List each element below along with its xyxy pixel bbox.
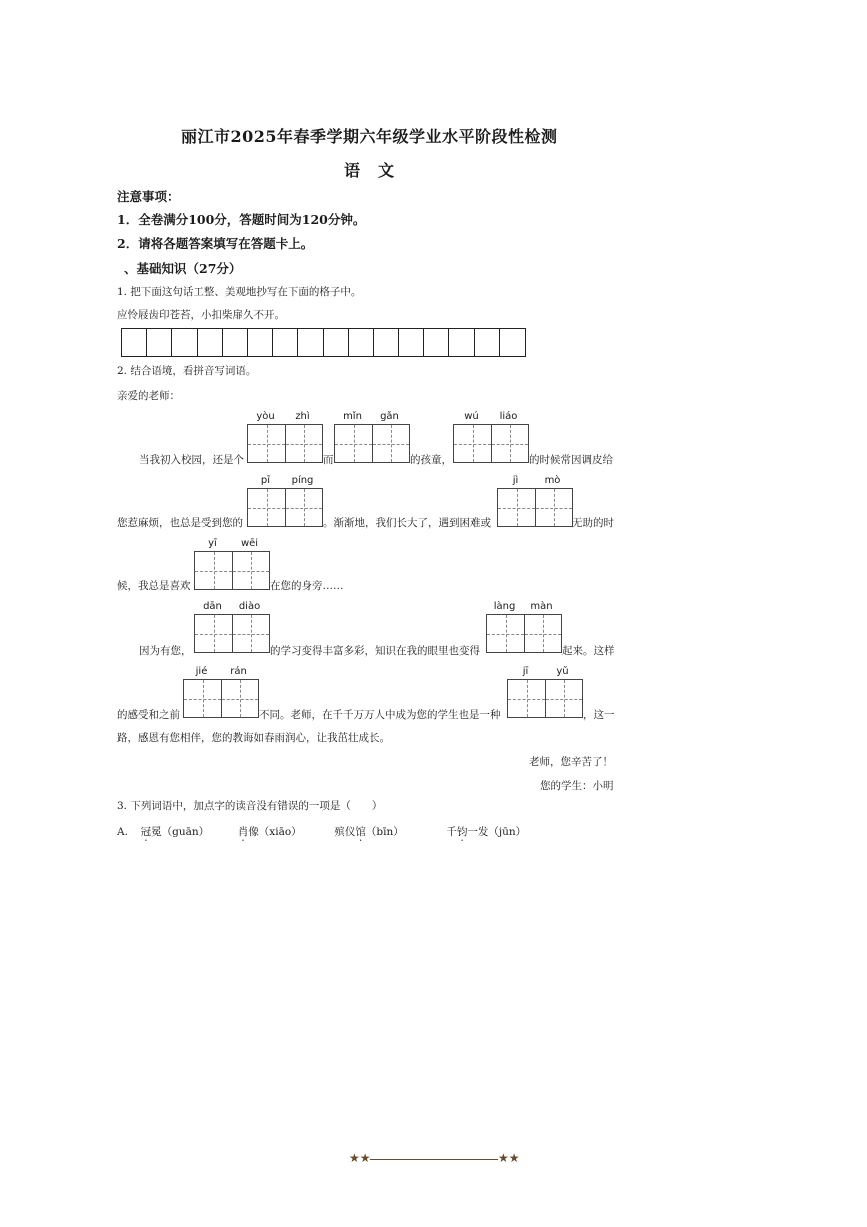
pinyin: wú — [464, 411, 479, 422]
pinyin-box-piping[interactable] — [247, 474, 323, 527]
letter-text: 当我初入校园，还是个 — [139, 454, 244, 466]
letter-text: 的时候常因调皮给 — [529, 454, 613, 466]
pinyin-box-jiyu[interactable] — [507, 665, 583, 718]
grid-cell[interactable] — [122, 329, 147, 356]
notice-heading: 注意事项： — [117, 189, 180, 204]
pinyin: jī — [522, 666, 529, 677]
letter-text: 而 — [323, 454, 334, 466]
letter-text: 起来。这样 — [562, 645, 615, 657]
pinyin: yī — [208, 538, 217, 549]
grid-cell[interactable] — [349, 329, 374, 356]
pinyin-box-youzhi[interactable] — [247, 410, 323, 463]
grid-cell[interactable] — [172, 329, 197, 356]
section-heading: 、基础知识（27分） — [124, 261, 242, 276]
option-word: 千钧一发（jūn） — [446, 826, 527, 838]
pinyin: diào — [238, 601, 261, 612]
pinyin: yòu — [256, 411, 275, 422]
notice-item-1: 1．全卷满分100分，答题时间为120分钟。 — [117, 212, 366, 227]
option-word: 冠冕（guān） — [140, 826, 210, 838]
grid-cell[interactable] — [500, 329, 525, 356]
pinyin: làng — [493, 601, 516, 612]
pinyin: pī — [260, 475, 271, 486]
grid-cell[interactable] — [324, 329, 349, 356]
pinyin: jié — [195, 666, 208, 677]
letter-text: 。渐渐地，我们长大了，遇到困难或 — [323, 517, 491, 529]
grid-cell[interactable] — [475, 329, 500, 356]
pinyin: wēi — [240, 538, 259, 549]
star-icon: ★★ — [498, 1151, 520, 1165]
grid-cell[interactable] — [147, 329, 172, 356]
pinyin-box-wuliao[interactable] — [453, 410, 529, 463]
letter-signature: 您的学生：小明 — [540, 780, 614, 792]
q3-option-a[interactable] — [117, 824, 526, 844]
pinyin-box-yiwei[interactable] — [194, 537, 270, 590]
pinyin-box-jimo[interactable] — [497, 474, 573, 527]
pinyin: yǔ — [556, 666, 569, 677]
pinyin: liáo — [499, 411, 518, 422]
q2-greeting: 亲爱的老师： — [117, 390, 180, 402]
pinyin: mò — [544, 475, 561, 486]
grid-cell[interactable] — [374, 329, 399, 356]
grid-cell[interactable] — [223, 329, 248, 356]
grid-cell[interactable] — [198, 329, 223, 356]
pinyin-box-langman[interactable] — [486, 600, 562, 653]
q1-sentence: 应怜屐齿印苍苔，小扣柴扉久不开。 — [117, 309, 285, 321]
q2-prompt: 2. 结合语境，看拼音写词语。 — [117, 365, 257, 377]
pinyin: píng — [291, 475, 314, 486]
pinyin: dān — [203, 601, 222, 612]
grid-cell[interactable] — [248, 329, 273, 356]
q1-prompt: 1. 把下面这句话工整、美观地抄写在下面的格子中。 — [117, 286, 362, 298]
exam-title: 丽江市2025年春季学期六年级学业水平阶段性检测 — [181, 127, 558, 146]
option-label: A. — [117, 826, 128, 838]
letter-text: 因为有您， — [139, 645, 192, 657]
option-word: 殡仪馆（bīn） — [334, 826, 404, 838]
letter-text: 路，感恩有您相伴，您的教诲如春雨润心，让我茁壮成长。 — [117, 732, 390, 744]
star-icon: ★★ — [349, 1151, 371, 1165]
grid-cell[interactable] — [449, 329, 474, 356]
pinyin: mǐn — [343, 411, 362, 422]
letter-text: 您惹麻烦，也总是受到您的 — [117, 517, 243, 529]
letter-text: 的孩童， — [410, 454, 452, 466]
letter-text: 的学习变得丰富多彩，知识在我的眼里也变得 — [270, 645, 480, 657]
q3-prompt: 3. 下列词语中，加点字的读音没有错误的一项是（ ） — [117, 800, 383, 812]
grid-cell[interactable] — [399, 329, 424, 356]
grid-cell[interactable] — [424, 329, 449, 356]
copy-grid[interactable] — [121, 328, 526, 357]
letter-text: ，这一 — [583, 709, 615, 721]
option-word: 肖像（xiāo） — [237, 826, 302, 838]
pinyin: gǎn — [380, 411, 399, 422]
letter-text: 在您的身旁…… — [270, 580, 344, 592]
letter-text: 候，我总是喜欢 — [117, 580, 191, 592]
pinyin-box-jieran[interactable] — [183, 665, 259, 718]
grid-cell[interactable] — [298, 329, 323, 356]
footer-divider — [370, 1159, 498, 1160]
letter-text: 的感受和之前 — [117, 709, 180, 721]
letter-text: 不同。老师，在千千万万人中成为您的学生也是一种 — [259, 709, 501, 721]
notice-item-2: 2．请将各题答案填写在答题卡上。 — [117, 236, 314, 251]
letter-closing: 老师，您辛苦了！ — [529, 756, 613, 768]
pinyin: rán — [230, 666, 247, 677]
pinyin: zhì — [295, 411, 310, 422]
pinyin: jì — [512, 475, 519, 486]
pinyin-box-dandiao[interactable] — [194, 600, 270, 653]
subject-title: 语文 — [344, 161, 413, 180]
grid-cell[interactable] — [273, 329, 298, 356]
pinyin: màn — [530, 601, 553, 612]
pinyin-box-mingan[interactable] — [334, 410, 410, 463]
letter-text: 无助的时 — [572, 517, 614, 529]
